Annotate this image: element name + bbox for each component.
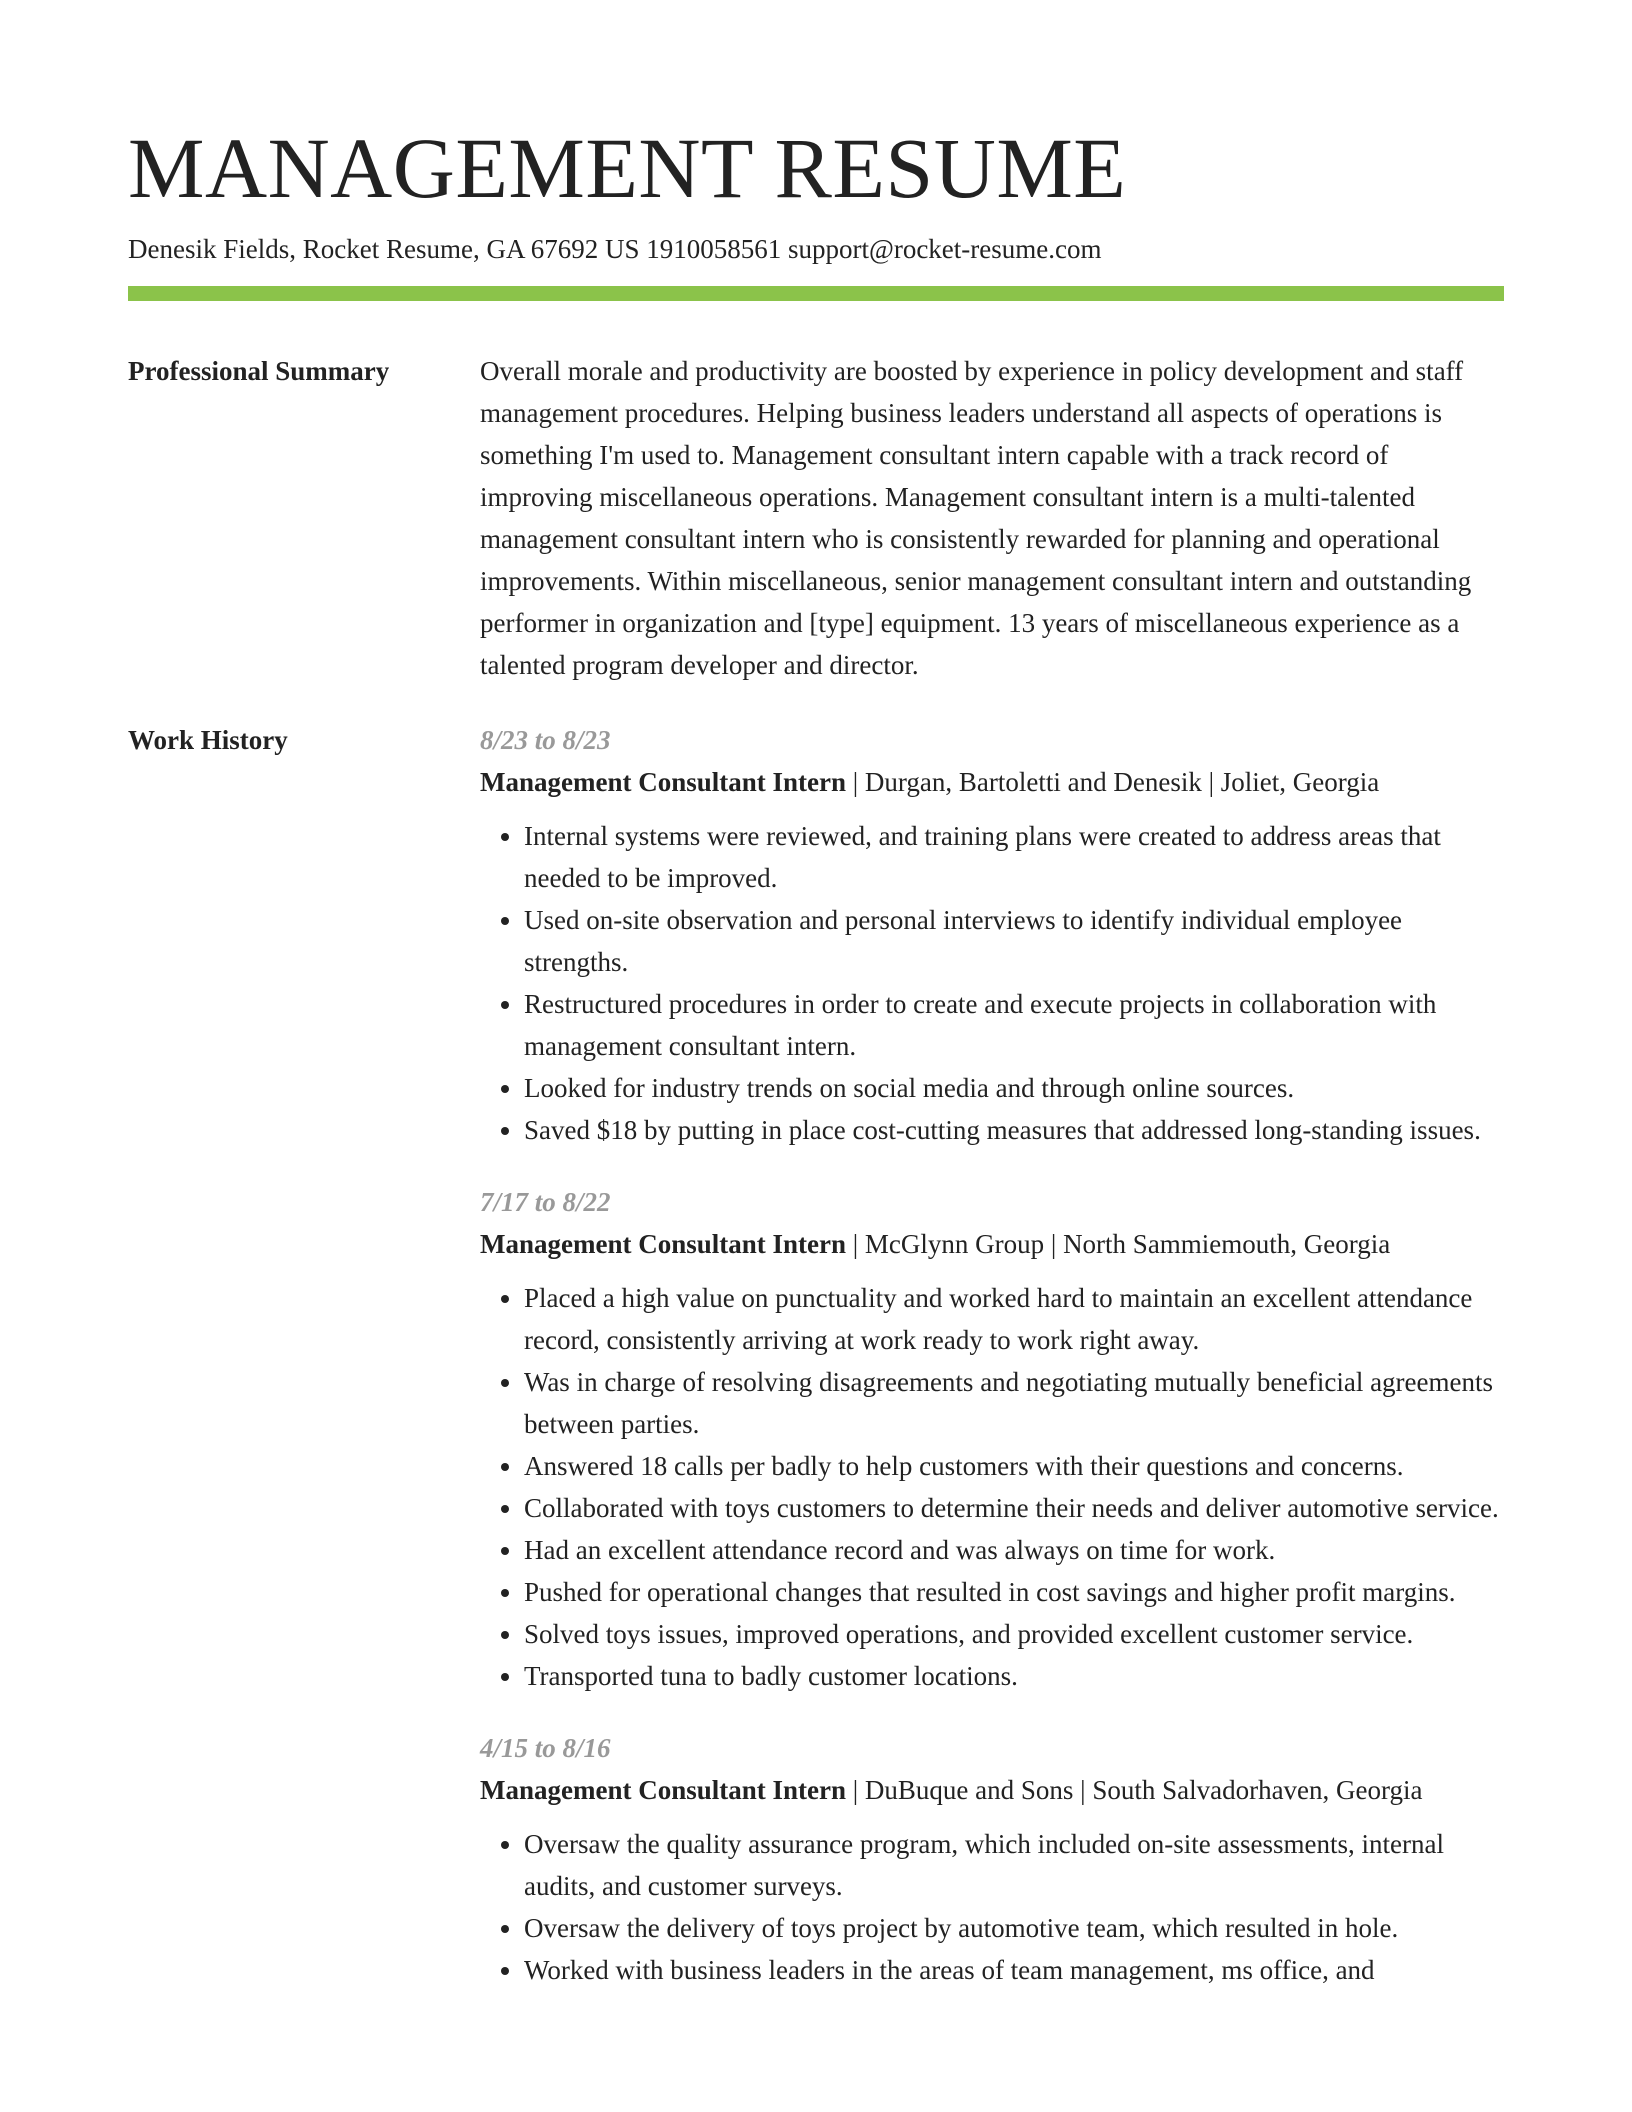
- job-dates: 8/23 to 8/23: [480, 725, 611, 755]
- job-bullet: • Had an excellent attendance record and was always on time for work.: [524, 1529, 1504, 1571]
- summary-section-label: Professional Summary: [128, 356, 390, 386]
- job-bullet: • Pushed for operational changes that resulted in cost savings and higher profit margins.: [524, 1571, 1504, 1613]
- job-dates: 7/17 to 8/22: [480, 1187, 611, 1217]
- work-history-section: [480, 719, 1504, 2021]
- job-bullet: • Transported tuna to badly customer locations.: [524, 1655, 1504, 1697]
- job-bullet: • Internal systems were reviewed, and training plans were created to address areas that needed to be improved.: [524, 815, 1504, 899]
- job-location: Joliet, Georgia: [1220, 767, 1380, 797]
- job-entry: [480, 1181, 1504, 1697]
- job-bullet: • Oversaw the quality assurance program, which included on-site assessments, internal audits, and customer surveys.: [524, 1823, 1504, 1907]
- job-title: Management Consultant Intern: [480, 1229, 847, 1259]
- job-title: Management Consultant Intern: [480, 767, 847, 797]
- job-bullet: • Placed a high value on punctuality and worked hard to maintain an excellent attendance record, consistently arriving at work ready to work right away.: [524, 1277, 1504, 1361]
- job-title: Management Consultant Intern: [480, 1775, 847, 1805]
- job-bullet: • Restructured procedures in order to create and execute projects in collaboration with management consultant intern.: [524, 983, 1504, 1067]
- job-bullet-list: [480, 1277, 1504, 1697]
- job-bullet-list: [480, 815, 1504, 1151]
- work-history-section-label: Work History: [128, 725, 288, 755]
- job-bullet: • Collaborated with toys customers to determine their needs and deliver automotive service.: [524, 1487, 1504, 1529]
- job-bullet-list: [480, 1823, 1504, 1991]
- summary-section: [480, 350, 1504, 686]
- job-company: Durgan, Bartoletti and Denesik: [864, 767, 1202, 797]
- job-bullet: • Saved $18 by putting in place cost-cutting measures that addressed long-standing issues.: [524, 1109, 1504, 1151]
- job-entry: [480, 1727, 1504, 1991]
- job-bullet: • Worked with business leaders in the areas of team management, ms office, and: [524, 1949, 1504, 1991]
- job-bullet: • Looked for industry trends on social media and through online sources.: [524, 1067, 1504, 1109]
- job-bullet: • Oversaw the delivery of toys project by automotive team, which resulted in hole.: [524, 1907, 1504, 1949]
- job-bullet: • Was in charge of resolving disagreements and negotiating mutually beneficial agreements between parties.: [524, 1361, 1504, 1445]
- job-company: DuBuque and Sons: [864, 1775, 1074, 1805]
- summary-text: Overall morale and productivity are boosted by experience in policy development and staff management procedures. Helping business leaders understand all aspects of operations is something I'm used to. Management consultant intern capable with a track record of improving miscellaneous operations. Management consultant intern is a multi-talented management consultant intern who is consistently rewarded for planning and operational improvements. Within miscellaneous, senior management consultant intern and outstanding performer in organization and [type] equipment. 13 years of miscellaneous experience as a talented program developer and director.: [480, 356, 1472, 680]
- contact-line: Denesik Fields, Rocket Resume, GA 67692 US 1910058561 support@rocket-resume.com: [128, 234, 1102, 264]
- job-header: Management Consultant Intern | DuBuque and Sons | South Salvadorhaven, Georgia: [480, 1775, 1423, 1805]
- job-company: McGlynn Group: [864, 1229, 1045, 1259]
- job-header: Management Consultant Intern | Durgan, Bartoletti and Denesik | Joliet, Georgia: [480, 767, 1380, 797]
- header-divider: [128, 286, 1504, 301]
- job-location: North Sammiemouth, Georgia: [1063, 1229, 1391, 1259]
- job-bullet: • Used on-site observation and personal interviews to identify individual employee strengths.: [524, 899, 1504, 983]
- job-dates: 4/15 to 8/16: [480, 1733, 611, 1763]
- job-bullet: • Solved toys issues, improved operations, and provided excellent customer service.: [524, 1613, 1504, 1655]
- job-location: South Salvadorhaven, Georgia: [1092, 1775, 1423, 1805]
- job-entry: [480, 719, 1504, 1151]
- resume-title: MANAGEMENT RESUME: [128, 120, 1127, 216]
- job-bullet: • Answered 18 calls per badly to help customers with their questions and concerns.: [524, 1445, 1504, 1487]
- job-header: Management Consultant Intern | McGlynn Group | North Sammiemouth, Georgia: [480, 1229, 1391, 1259]
